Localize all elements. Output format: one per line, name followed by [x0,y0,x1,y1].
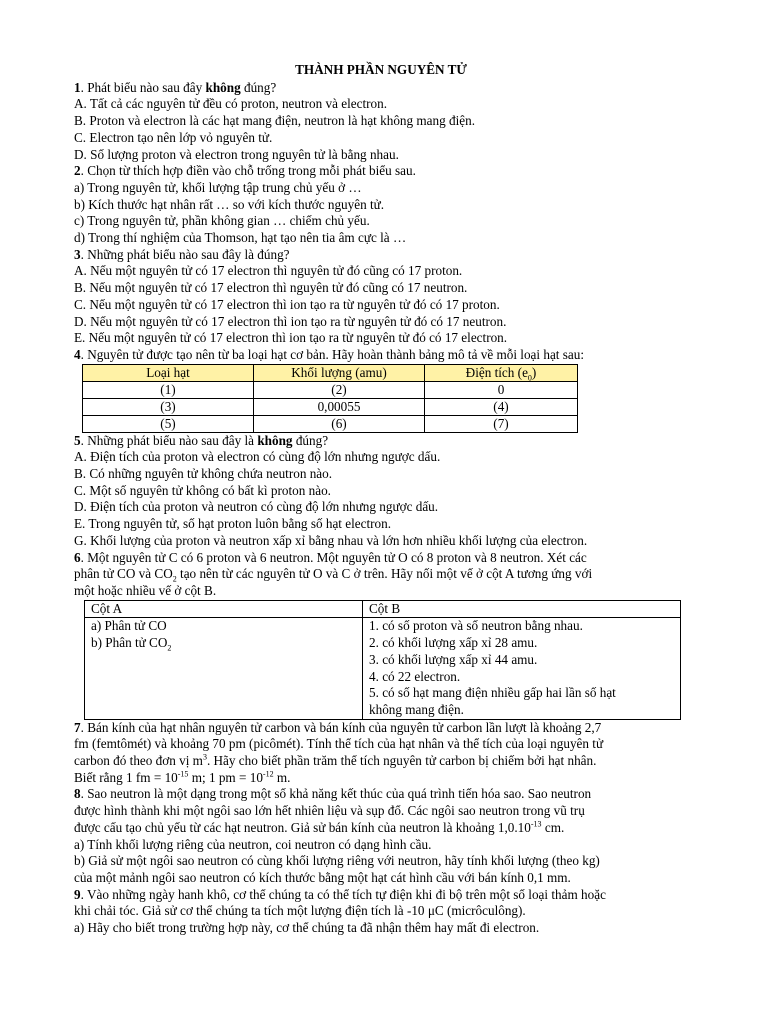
table-cell: 0 [425,381,578,398]
q5-option: D. Điện tích của proton và neutron có cùng độ lớn nhưng ngược dấu. [74,499,439,515]
q5-option: A. Điện tích của proton và electron có cùng độ lớn nhưng ngược dấu. [74,449,441,465]
column-b-item: 2. có khối lượng xấp xỉ 28 amu. [369,635,538,651]
question-8-cont: được hình thành khi một ngôi sao lớn hết nhiên liệu và sụp đổ. Các ngôi sao neutron trong vũ trụ [74,803,585,819]
table-header-cell: Khối lượng (amu) [254,364,425,381]
table-cell: (3) [83,398,254,415]
question-9-cont: khi chải tóc. Giả sử cơ thể chúng ta tích một lượng điện tích là -10 μC (micrôculông). [74,903,526,919]
q3-option: E. Nếu một nguyên tử có 17 electron thì ion tạo ra từ nguyên tử đó có 17 electron. [74,330,508,346]
page-title: THÀNH PHẦN NGUYÊN TỬ [295,62,467,77]
q8-part-b-cont: của một mảnh ngôi sao neutron có kích thước bằng một hạt cát hình cầu với bán kính 0,1 mm. [74,869,571,885]
column-a-item: b) Phân tử $CO_2$ [91,635,172,653]
q8-part-a: a) Tính khối lượng riêng của neutron, coi neutron có dạng hình cầu. [74,836,432,852]
table-header-row [83,364,578,381]
table-cell: (5) [83,415,254,432]
table-header-cell: Điện tích $(e_0)$ [425,364,578,381]
column-b-item: 3. có khối lượng xấp xỉ 44 amu. [369,651,538,667]
matching-table [84,600,681,720]
particle-table [82,364,578,433]
question-4: 4. Nguyên tử được tạo nên từ ba loại hạt cơ bản. Hãy hoàn thành bảng mô tả về mỗi loại hạt sau: [74,346,585,362]
question-7: 7. Bán kính của hạt nhân nguyên tử carbon và bán kính của nguyên tử carbon lần lượt là khoảng 2,7 [74,719,602,735]
table-cell: (2) [254,381,425,398]
column-a-item: a) Phân tử CO [91,618,167,634]
question-9: 9. Vào những ngày hanh khô, cơ thể chúng ta có thể tích tự điện khi đi bộ trên một số loại thảm hoặc [74,886,606,902]
column-b-item: 5. có số hạt mang điện nhiều gấp hai lần số hạt [369,685,616,701]
q1-option: D. Số lượng proton và electron trong nguyên tử là bằng nhau. [74,146,399,162]
table-cell: (7) [425,415,578,432]
question-7-cont: carbon đó theo đơn vị $m^3$. Hãy cho biết phần trăm thể tích nguyên tử carbon bị chiếm bởi hạt nhân. [74,752,597,769]
table-row [85,618,681,719]
question-7-cont: Biết rằng 1 fm = $10^{-15}$ m; 1 pm = $10^{-12}$ m. [74,769,291,785]
table-cell: (1) [83,381,254,398]
q3-option: C. Nếu một nguyên tử có 17 electron thì ion tạo ra từ nguyên tử đó có 17 proton. [74,296,500,312]
q2-item: b) Kích thước hạt nhân rất … so với kích thước nguyên tử. [74,196,385,212]
table-header-cell: Loại hạt [83,364,254,381]
question-8: 8. Sao neutron là một dạng trong một số khả năng kết thúc của quá trình tiến hóa sao. Sao neutron [74,786,592,802]
q2-item: c) Trong nguyên tử, phần không gian … chiếm chủ yếu. [74,213,370,229]
q5-option: G. Khối lượng của proton và neutron xấp xỉ bằng nhau và lớn hơn nhiều khối lượng của electron. [74,532,588,548]
q1-option: A. Tất cả các nguyên tử đều có proton, neutron và electron. [74,96,388,112]
table-row [83,381,578,398]
column-b-item: 1. có số proton và số neutron bằng nhau. [369,618,583,634]
column-a-header: Cột A [85,600,363,618]
question-6: 6. Một nguyên tử C có 6 proton và 6 neutron. Một nguyên tử O có 8 proton và 8 neutron. Xét các [74,549,587,565]
table-cell: (6) [254,415,425,432]
q3-option: A. Nếu một nguyên tử có 17 electron thì nguyên tử đó cũng có 17 proton. [74,263,463,279]
table-row [83,398,578,415]
q5-option: B. Có những nguyên tử không chứa neutron nào. [74,466,333,482]
column-b-cell [363,618,681,719]
q8-part-b: b) Giả sử một ngôi sao neutron có cùng khối lượng riêng với neutron, hãy tính khối lượng (theo kg) [74,853,600,869]
q5-option: C. Một số nguyên tử không có bất kì proton nào. [74,482,331,498]
q1-option: C. Electron tạo nên lớp vỏ nguyên tử. [74,129,273,145]
question-3: 3. Những phát biểu nào sau đây là đúng? [74,246,290,262]
column-a-cell [85,618,363,719]
table-cell: (4) [425,398,578,415]
column-b-item: không mang điện. [369,701,464,717]
q9-part-a: a) Hãy cho biết trong trường hợp này, cơ thể chúng ta đã nhận thêm hay mất đi electron. [74,920,540,936]
table-header-row [85,600,681,618]
question-7-cont: fm (femtômét) và khoảng 70 pm (picômét). Tính thể tích của hạt nhân và thể tích của loại nguyên tử [74,736,604,752]
table-cell: 0,00055 [254,398,425,415]
q5-option: E. Trong nguyên tử, số hạt proton luôn bằng số hạt electron. [74,516,392,532]
q3-option: B. Nếu một nguyên tử có 17 electron thì nguyên tử đó cũng có 17 neutron. [74,280,468,296]
question-1: 1. Phát biểu nào sau đây không đúng? [74,79,277,95]
q2-item: a) Trong nguyên tử, khối lượng tập trung chủ yếu ở … [74,179,362,195]
table-row [83,415,578,432]
q3-option: D. Nếu một nguyên tử có 17 electron thì ion tạo ra từ nguyên tử đó có 17 neutron. [74,313,507,329]
column-b-header: Cột B [363,600,681,618]
question-2: 2. Chọn từ thích hợp điền vào chỗ trống trong mỗi phát biểu sau. [74,163,416,179]
question-6-cont: một hoặc nhiều vế ở cột B. [74,582,217,598]
question-8-cont: được cấu tạo chủ yếu từ các hạt neutron. Giả sử bán kính của neutron là khoảng $1,0.10^{-13}$ cm. [74,819,565,835]
q1-option: B. Proton và electron là các hạt mang điện, neutron là hạt không mang điện. [74,113,476,129]
question-6-cont: phân tử CO và $CO_2$ tạo nên từ các nguyên tử O và C ở trên. Hãy nối một vế ở cột A tương ứng với [74,566,593,584]
column-b-item: 4. có 22 electron. [369,668,461,684]
q2-item: d) Trong thí nghiệm của Thomson, hạt tạo nên tia âm cực là … [74,230,407,246]
question-5: 5. Những phát biểu nào sau đây là không đúng? [74,432,329,448]
